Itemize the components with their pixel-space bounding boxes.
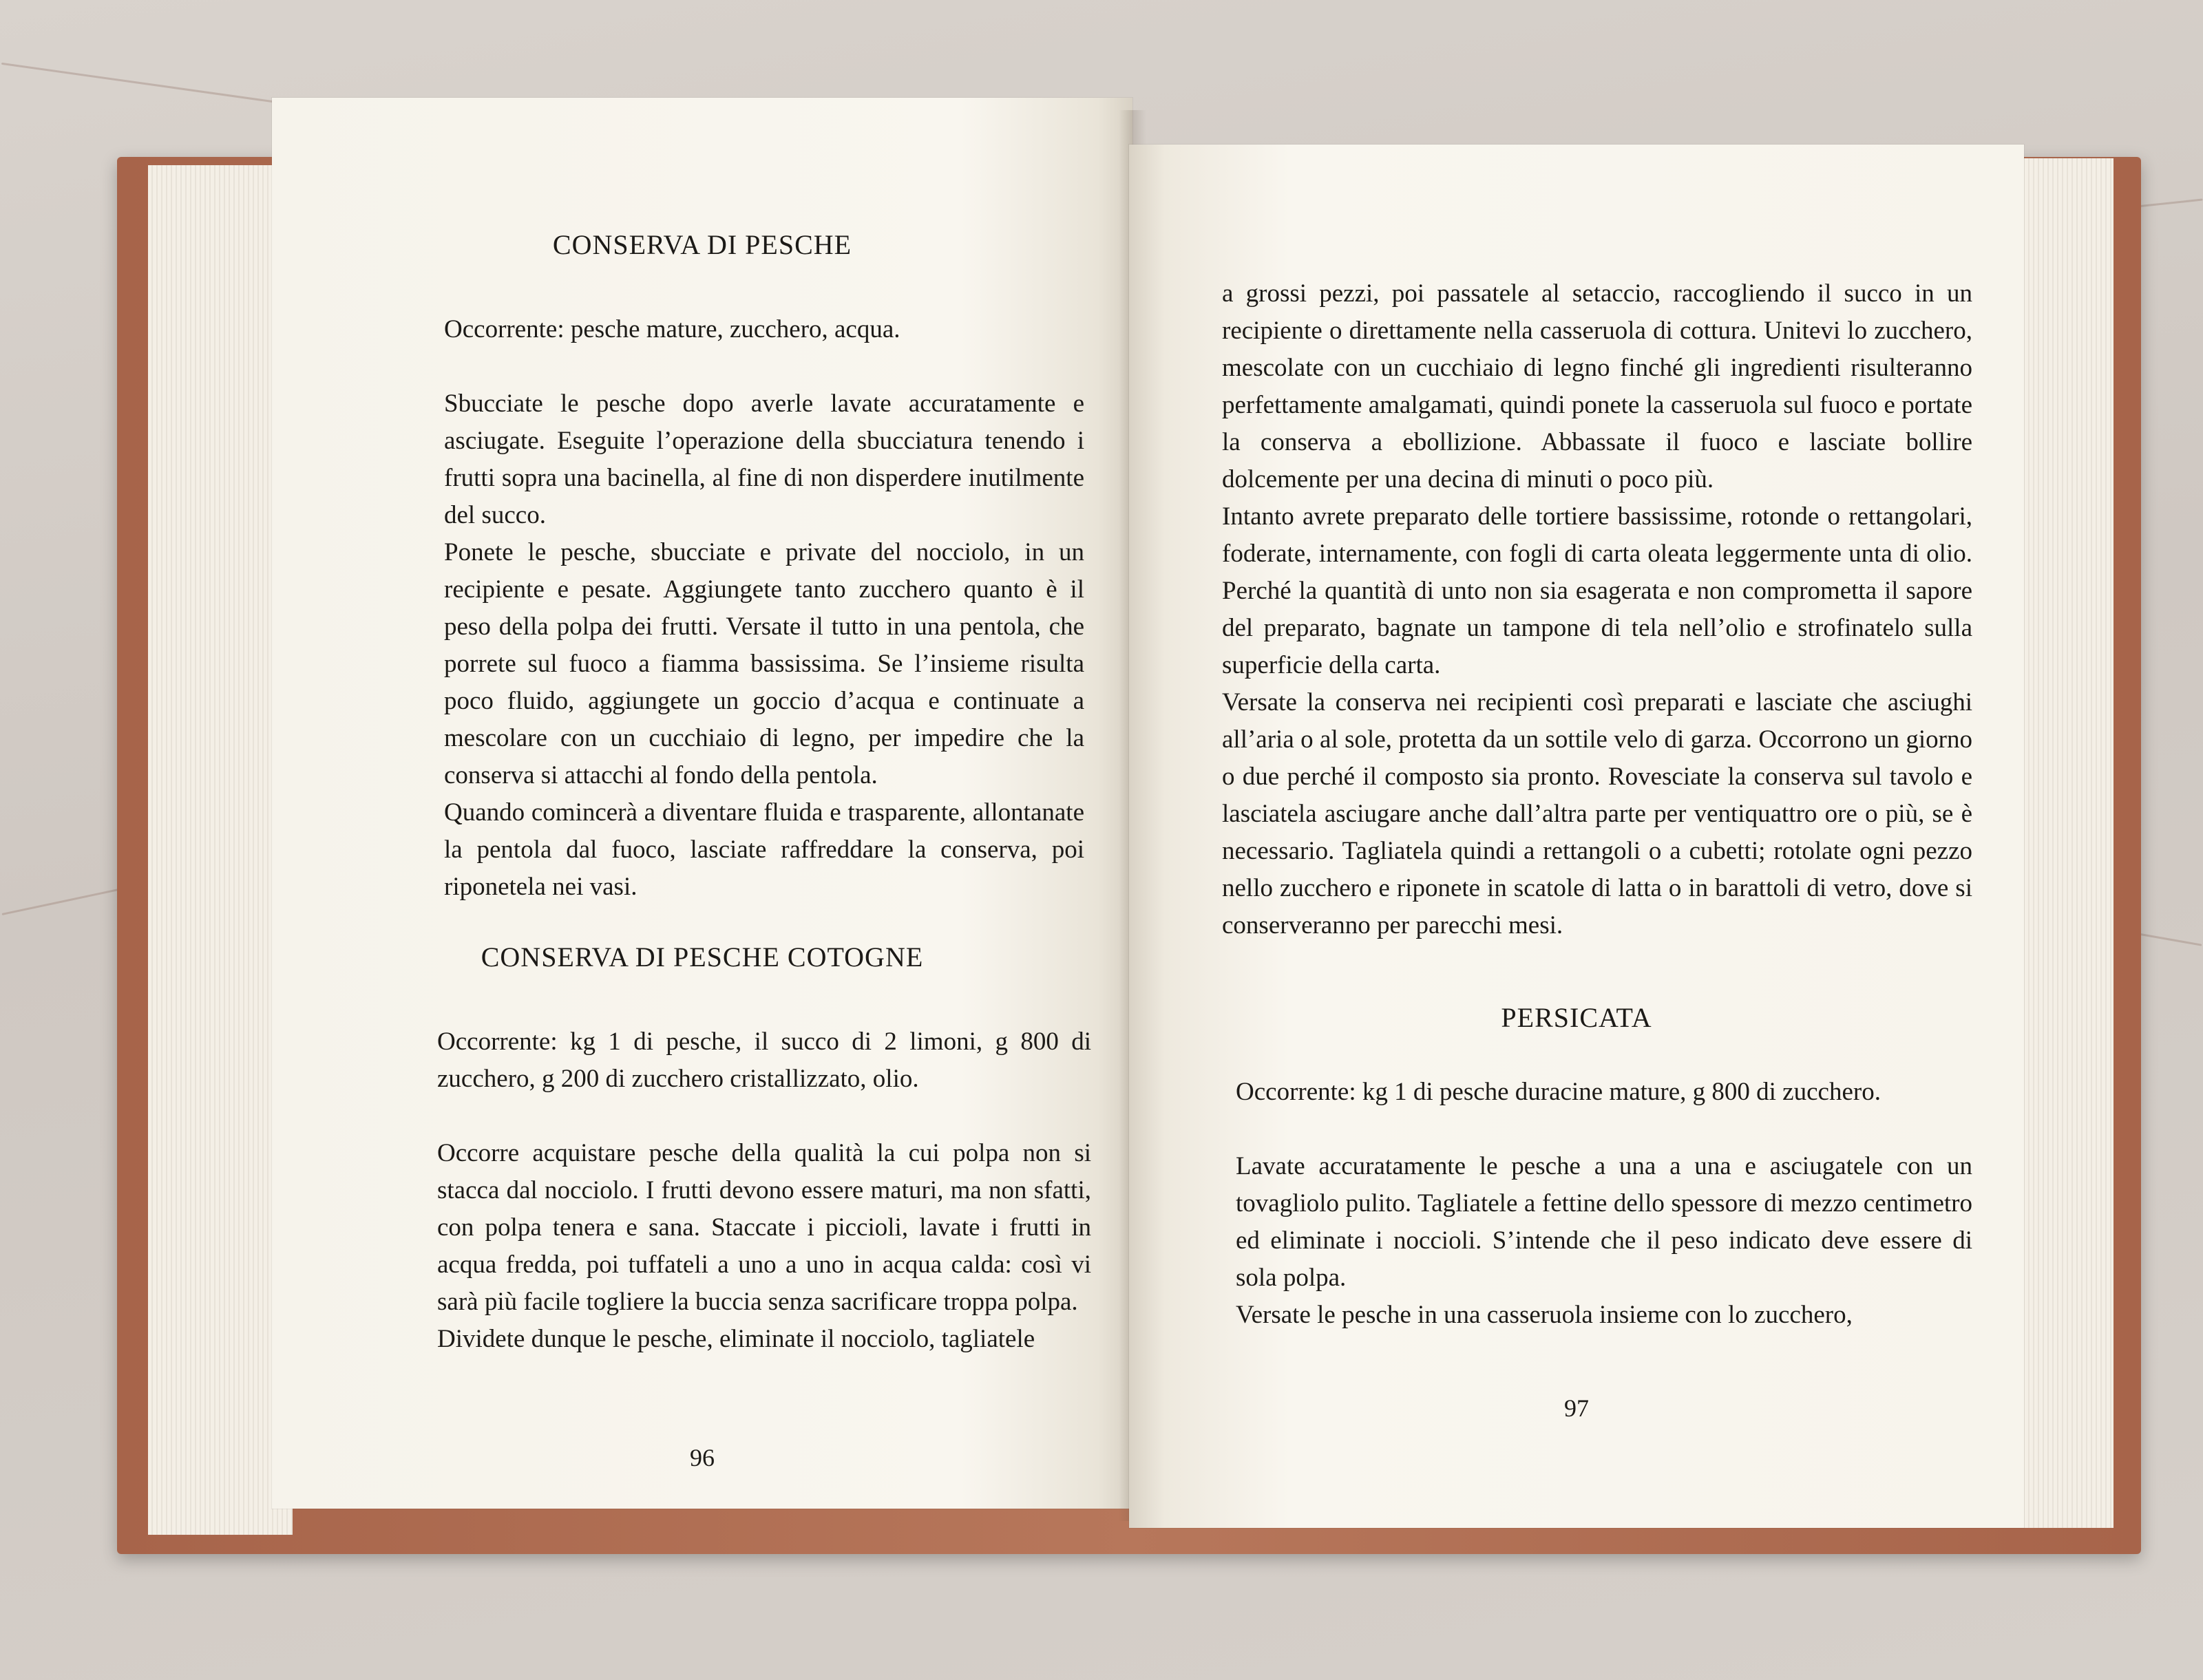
paragraph: Sbucciate le pesche dopo averle lavate accuratamente e asciugate. Eseguite l’operazione della sbucciatura tenendo i frutti sopra una bacinella, al fine di non disperdere inutilmente del succo.: [444, 390, 1084, 529]
recipe-title: PERSICATA: [1501, 1002, 1652, 1033]
left-body-upper: [444, 311, 1084, 906]
paragraph: a grossi pezzi, poi passatele al setaccio, raccogliendo il succo in un recipiente o direttamente nella casseruola di cottura. Unitevi lo zucchero, mescolate con un cucchiaio di legno finché gli ingredienti risulteranno perfettamente amalgamati, quindi ponete la casseruola sul fuoco e portate la conserva a ebollizione. Abbassate il fuoco e lasciate bollire dolcemente per una decina di minuti o poco più.: [1222, 279, 1972, 493]
ingredients-line: Occorrente: pesche mature, zucchero, acqua.: [444, 315, 900, 343]
page-edges-right: [2010, 158, 2114, 1528]
page-number: 96: [690, 1444, 715, 1471]
paragraph: Lavate accuratamente le pesche a una a una e asciugatele con un tovagliolo pulito. Tagliatele a fettine dello spessore di mezzo centimetro ed eliminate i noccioli. S’intende che il peso indicato deve essere di sola polpa.: [1236, 1152, 1972, 1292]
page-edges-left: [148, 165, 293, 1535]
recipe-title: CONSERVA DI PESCHE COTOGNE: [481, 942, 924, 972]
left-body-lower: [437, 1023, 1091, 1358]
right-body-upper: [1222, 275, 1972, 944]
paragraph: Quando comincerà a diventare fluida e trasparente, allontanate la pentola dal fuoco, lasciate raffreddare la conserva, poi riponetela nei vasi.: [444, 798, 1084, 901]
ingredients-line: Occorrente: kg 1 di pesche duracine mature, g 800 di zucchero.: [1236, 1078, 1881, 1106]
paragraph: Versate le pesche in una casseruola insieme con lo zucchero,: [1236, 1301, 1853, 1329]
paragraph: Dividete dunque le pesche, eliminate il nocciolo, tagliatele: [437, 1325, 1035, 1353]
right-page: [1129, 145, 2024, 1528]
page-number: 97: [1564, 1394, 1589, 1422]
right-body-lower: [1236, 1074, 1972, 1334]
paragraph: Occorre acquistare pesche della qualità la cui polpa non si stacca dal nocciolo. I frutti devono essere maturi, ma non sfatti, con polpa tenera e sana. Staccate i piccioli, lavate i frutti in acqua fredda, poi tuffateli a uno a uno in acqua calda: così vi sarà più facile togliere la buccia senza sacrificare troppa polpa.: [437, 1139, 1091, 1316]
recipe-title: CONSERVA DI PESCHE: [552, 229, 852, 260]
left-page: [272, 98, 1132, 1509]
paragraph: Ponete le pesche, sbucciate e private del nocciolo, in un recipiente e pesate. Aggiungete tanto zucchero quanto è il peso della polpa dei frutti. Versate il tutto in una pentola, che porrete sul fuoco a fiamma bassissima. Se l’insieme risulta poco fluido, aggiungete un goccio d’acqua e continuate a mescolare con un cucchiaio di legno, per impedire che la conserva si attacchi al fondo della pentola.: [444, 538, 1084, 789]
paragraph: Intanto avrete preparato delle tortiere bassissime, rotonde o rettangolari, foderate, internamente, con fogli di carta oleata leggermente unta di olio. Perché la quantità di unto non sia esagerata e non comprometta il sapore del preparato, bagnate un tampone di tela nell’olio e strofinatelo sulla superficie della carta.: [1222, 502, 1972, 679]
marble-vein: [1, 63, 288, 105]
ingredients-line: Occorrente: kg 1 di pesche, il succo di 2 limoni, g 800 di zucchero, g 200 di zucchero cristallizzato, olio.: [437, 1028, 1091, 1093]
paragraph: Versate la conserva nei recipienti così preparati e lasciate che asciughi all’aria o al sole, protetta da un sottile velo di garza. Occorrono un giorno o due perché il composto sia pronto. Rovesciate la conserva sul tavolo e lasciatela asciugare anche dall’altra parte per ventiquattro ore o più, se è necessario. Tagliatela quindi a rettangoli o a cubetti; rotolate ogni pezzo nello zucchero e riponete in scatole di latta o in barattoli di vetro, dove si conserveranno per parecchi mesi.: [1222, 688, 1972, 939]
